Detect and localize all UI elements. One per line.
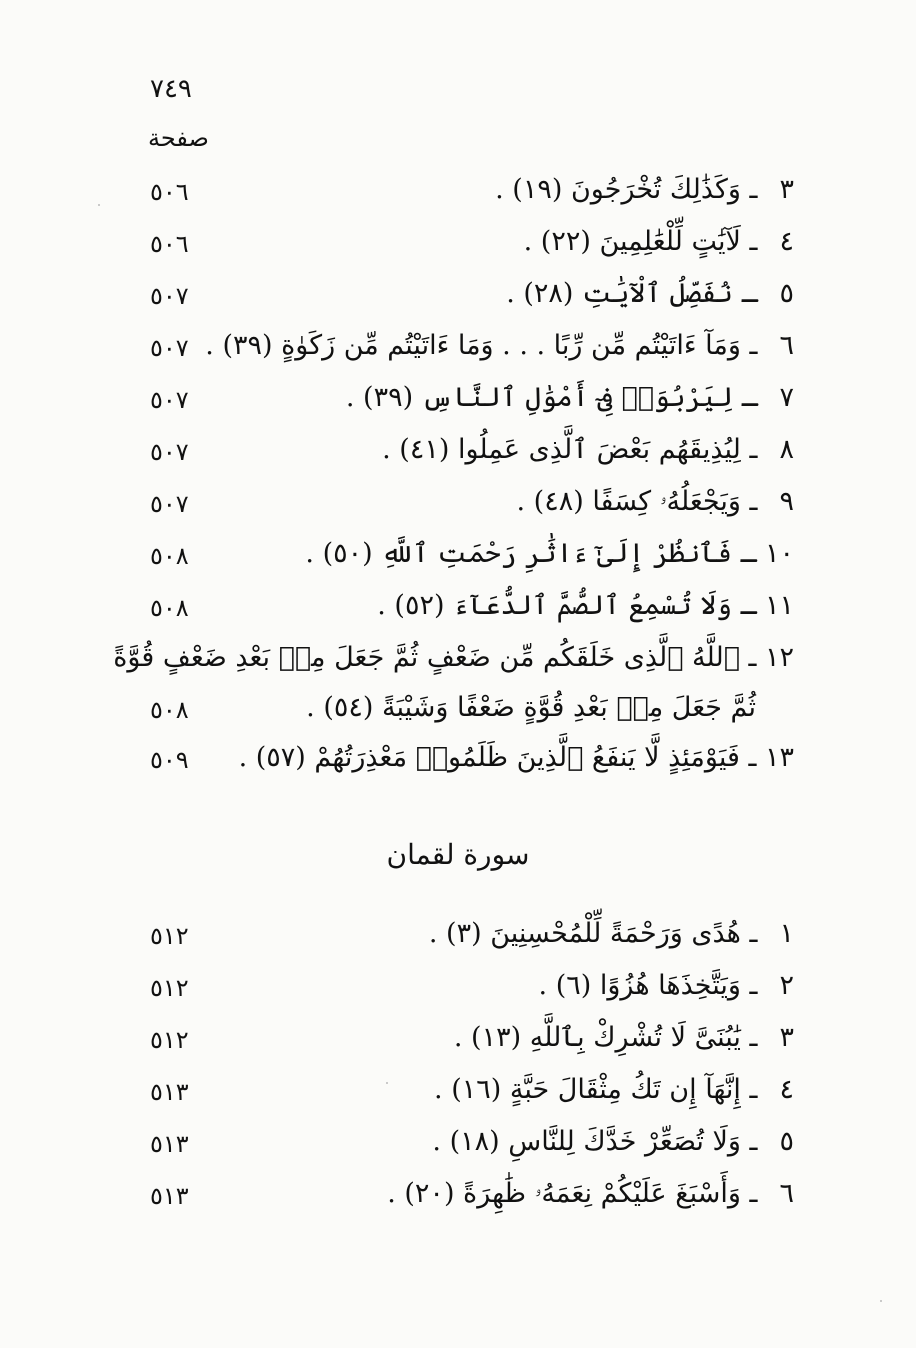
page-reference: ٥٠٨ <box>150 594 189 622</box>
verse-entry <box>239 742 794 773</box>
verse-text: ـ وَلَا تُسْمِعُ ٱلصُّمَّ ٱلدُّعَآءَ (٥٢) . <box>377 590 757 621</box>
verse-entry <box>524 226 794 257</box>
index-row <box>0 640 916 686</box>
verse-text: ـ لَآيَٰتٍ لِّلْعَٰلِمِينَ (٢٢) . <box>523 226 758 257</box>
page-reference: ٥٠٦ <box>150 178 189 206</box>
entry-number: ٧ <box>779 382 794 413</box>
index-row <box>0 276 916 322</box>
column-header: صفحة <box>148 124 209 152</box>
index-row <box>0 328 916 374</box>
index-row <box>0 484 916 530</box>
index-row <box>0 380 916 426</box>
index-row <box>0 172 916 218</box>
scan-speck <box>98 204 100 206</box>
entry-number: ٦ <box>779 1178 794 1209</box>
verse-entry <box>539 970 794 1001</box>
page-reference: ٥١٢ <box>150 974 189 1002</box>
verse-entry <box>432 1126 794 1157</box>
verse-text: ـ نُفَصِّلُ ٱلْآيَٰتِ (٢٨) . <box>506 278 758 309</box>
index-row <box>0 1176 916 1222</box>
entry-number: ٣ <box>779 1022 794 1053</box>
verse-text: ـ إِنَّهَآ إِن تَكُ مِثْقَالَ حَبَّةٍ (١٦) . <box>434 1074 758 1105</box>
page-reference: ٥١٣ <box>150 1182 189 1210</box>
verse-entry <box>113 642 794 673</box>
page-reference: ٥٠٧ <box>150 386 189 414</box>
verse-text: ـ وَيَتَّخِذَهَا هُزُوًا (٦) . <box>538 970 758 1001</box>
page-reference: ٥١٣ <box>150 1078 189 1106</box>
scan-speck <box>386 1082 388 1084</box>
verse-entry <box>346 382 794 413</box>
verse-entry <box>205 330 794 361</box>
entry-number: ١ <box>779 918 794 949</box>
surah-title: سورة لقمان <box>386 838 530 871</box>
page-reference: ٥١٢ <box>150 1026 189 1054</box>
page-reference: ٥٠٧ <box>150 282 189 310</box>
entry-number: ٦ <box>779 330 794 361</box>
verse-text: ـ وَكَذَٰلِكَ تُخْرَجُونَ (١٩) . <box>495 174 758 205</box>
index-row <box>0 968 916 1014</box>
verse-text: ـ يَٰبُنَىَّ لَا تُشْرِكْ بِٱللَّهِ (١٣) . <box>453 1022 758 1053</box>
verse-entry <box>387 1178 794 1210</box>
index-row <box>0 432 916 478</box>
verse-entry <box>516 486 794 518</box>
verse-entry <box>429 918 794 949</box>
verse-entry <box>434 1074 794 1105</box>
entry-number: ١١ <box>764 590 794 621</box>
entry-number: ٣ <box>779 174 794 205</box>
page-reference: ٥٠٩ <box>150 746 189 774</box>
verse-text: ـ ٱللَّهُ ٱلَّذِى خَلَقَكُم مِّن ضَعْفٍ ثُمَّ جَعَلَ مِنۢ بَعْدِ ضَعْفٍ قُوَّةً <box>113 642 757 673</box>
page-reference: ٥٠٨ <box>150 542 189 570</box>
index-row <box>0 588 916 634</box>
verse-entry <box>454 1022 794 1053</box>
scan-speck <box>880 1300 882 1302</box>
entry-number: ١٣ <box>764 742 794 773</box>
page-reference: ٥٠٧ <box>150 490 189 518</box>
verse-entry <box>377 590 794 621</box>
page-number: ٧٤٩ <box>150 74 192 104</box>
index-row <box>0 740 916 786</box>
verse-text: ـ هُدًى وَرَحْمَةً لِّلْمُحْسِنِينَ (٣) . <box>428 918 758 949</box>
verse-entry <box>495 174 794 205</box>
verse-text: ـ لِيُذِيقَهُم بَعْضَ ٱلَّذِى عَمِلُوا (٤١) . <box>382 434 758 465</box>
entry-number: ٢ <box>779 970 794 1001</box>
entry-number: ٤ <box>779 1074 794 1105</box>
entry-number: ٤ <box>779 226 794 257</box>
index-row <box>0 1124 916 1170</box>
verse-text: ـ وَمَآ ءَاتَيْتُم مِّن رِّبًا . . . وَمَا ءَاتَيْتُم مِّن زَكَوٰةٍ (٣٩) . <box>205 330 758 361</box>
page-reference: ٥١٣ <box>150 1130 189 1158</box>
verse-text: ـ وَلَا تُصَعِّرْ خَدَّكَ لِلنَّاسِ (١٨) . <box>432 1126 758 1157</box>
entry-number: ٨ <box>779 434 794 465</box>
verse-text: ـ فَٱنظُرْ إِلَىٰٓ ءَاثَٰرِ رَحْمَتِ ٱللَّهِ (٥٠) . <box>305 538 757 569</box>
verse-entry <box>382 434 794 465</box>
page-reference: ٥٠٧ <box>150 334 189 362</box>
index-row-continuation <box>0 690 916 736</box>
entry-number: ١٠ <box>764 538 794 569</box>
index-row <box>0 224 916 270</box>
verse-text: ـ وَيَجْعَلُهُۥ كِسَفًا (٤٨) . <box>516 486 758 517</box>
entry-number: ١٢ <box>764 642 794 673</box>
page-reference: ٥٠٨ <box>150 696 189 724</box>
index-row <box>0 1020 916 1066</box>
index-row <box>0 916 916 962</box>
verse-text: ـ فَيَوْمَئِذٍ لَّا يَنفَعُ ٱلَّذِينَ ظَلَمُوا۟ مَعْذِرَتُهُمْ (٥٧) . <box>238 742 757 773</box>
entry-number: ٩ <box>779 486 794 517</box>
verse-text: ثُمَّ جَعَلَ مِنۢ بَعْدِ قُوَّةٍ ضَعْفًا وَشَيْبَةً (٥٤) . <box>306 692 756 723</box>
index-row <box>0 536 916 582</box>
verse-entry <box>506 278 794 309</box>
verse-text: ـ لِيَرْبُوَا۟ فِىٓ أَمْوَٰلِ ٱلنَّاسِ (٣٩) . <box>345 382 758 413</box>
entry-number: ٥ <box>779 278 794 309</box>
page-reference: ٥٠٦ <box>150 230 189 258</box>
page-reference: ٥١٢ <box>150 922 189 950</box>
index-row <box>0 1072 916 1118</box>
page-reference: ٥٠٧ <box>150 438 189 466</box>
verse-entry <box>306 692 756 723</box>
entry-number: ٥ <box>779 1126 794 1157</box>
verse-text: ـ وَأَسْبَغَ عَلَيْكُمْ نِعَمَهُۥ ظَٰهِرَةً (٢٠) . <box>387 1178 758 1209</box>
verse-entry <box>305 538 794 569</box>
